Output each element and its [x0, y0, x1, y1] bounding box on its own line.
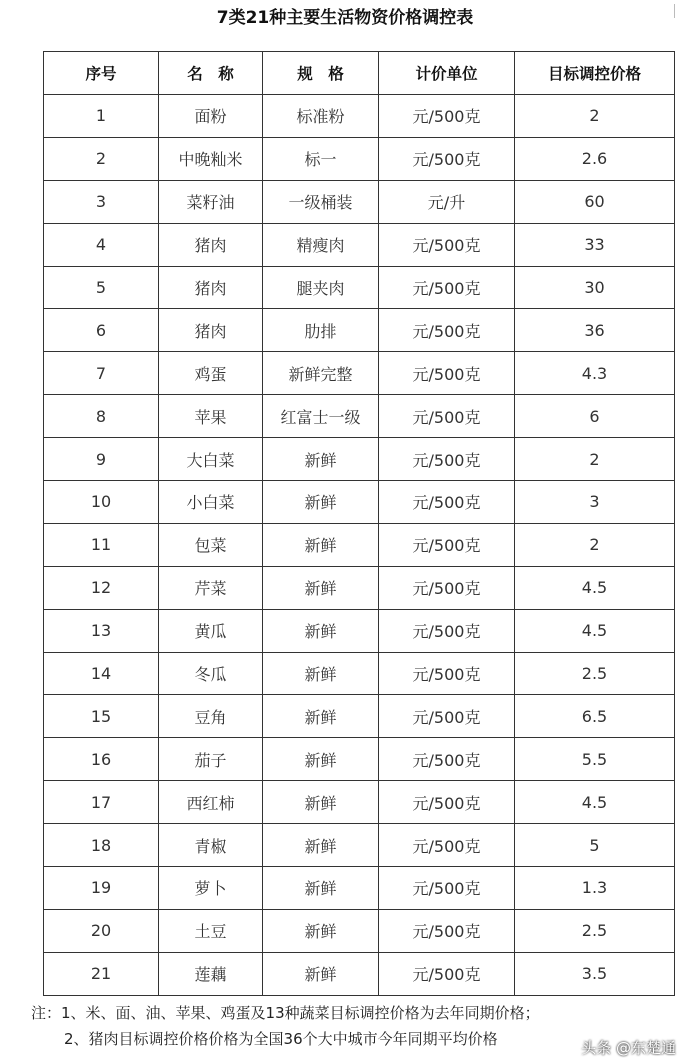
cell-spec: 新鲜 [263, 952, 379, 995]
cell-target-price: 6.5 [515, 695, 675, 738]
cell-name: 豆角 [159, 695, 263, 738]
watermark: 头条 @东楚通 [581, 1039, 676, 1057]
cell-unit: 元/500克 [379, 952, 515, 995]
cell-index: 19 [44, 867, 159, 910]
cell-spec: 新鲜 [263, 438, 379, 481]
table-row [44, 180, 675, 223]
cell-name: 青椒 [159, 824, 263, 867]
cell-spec: 标一 [263, 137, 379, 180]
cell-target-price: 3 [515, 481, 675, 524]
table-row [44, 395, 675, 438]
table-row [44, 438, 675, 481]
cell-unit: 元/500克 [379, 481, 515, 524]
table-body [44, 95, 675, 996]
cell-name: 包菜 [159, 523, 263, 566]
cell-target-price: 2 [515, 95, 675, 138]
table-row [44, 352, 675, 395]
cell-unit: 元/500克 [379, 395, 515, 438]
cell-unit: 元/500克 [379, 266, 515, 309]
cell-index: 18 [44, 824, 159, 867]
cell-unit: 元/500克 [379, 566, 515, 609]
cell-name: 小白菜 [159, 481, 263, 524]
cell-index: 12 [44, 566, 159, 609]
cell-index: 5 [44, 266, 159, 309]
cell-index: 7 [44, 352, 159, 395]
cell-spec: 新鲜 [263, 481, 379, 524]
cell-unit: 元/500克 [379, 824, 515, 867]
cell-target-price: 6 [515, 395, 675, 438]
cell-target-price: 2.5 [515, 909, 675, 952]
table-row [44, 95, 675, 138]
cell-name: 菜籽油 [159, 180, 263, 223]
table-header-row [44, 52, 675, 95]
cell-index: 15 [44, 695, 159, 738]
table-row [44, 652, 675, 695]
cell-index: 21 [44, 952, 159, 995]
cell-name: 冬瓜 [159, 652, 263, 695]
cell-unit: 元/500克 [379, 523, 515, 566]
cell-name: 萝卜 [159, 867, 263, 910]
cell-unit: 元/500克 [379, 909, 515, 952]
cell-spec: 标准粉 [263, 95, 379, 138]
cell-spec: 红富士一级 [263, 395, 379, 438]
table-row [44, 481, 675, 524]
cell-unit: 元/500克 [379, 309, 515, 352]
cell-spec: 新鲜 [263, 652, 379, 695]
cell-name: 大白菜 [159, 438, 263, 481]
cell-target-price: 4.5 [515, 609, 675, 652]
cell-unit: 元/500克 [379, 352, 515, 395]
cell-index: 1 [44, 95, 159, 138]
header-target-price: 目标调控价格 [515, 52, 675, 95]
cell-name: 芹菜 [159, 566, 263, 609]
cell-spec: 新鲜 [263, 909, 379, 952]
cell-unit: 元/500克 [379, 781, 515, 824]
cell-spec: 肋排 [263, 309, 379, 352]
cell-spec: 新鲜 [263, 867, 379, 910]
cell-name: 苹果 [159, 395, 263, 438]
cell-name: 茄子 [159, 738, 263, 781]
table-row [44, 566, 675, 609]
cell-spec: 腿夹肉 [263, 266, 379, 309]
table-row [44, 952, 675, 995]
header-spec: 规 格 [263, 52, 379, 95]
cell-target-price: 30 [515, 266, 675, 309]
cell-target-price: 36 [515, 309, 675, 352]
header-unit: 计价单位 [379, 52, 515, 95]
cell-index: 16 [44, 738, 159, 781]
cell-spec: 一级桶装 [263, 180, 379, 223]
cell-target-price: 5.5 [515, 738, 675, 781]
cell-spec: 新鲜 [263, 523, 379, 566]
cell-spec: 新鲜 [263, 738, 379, 781]
cell-target-price: 2.5 [515, 652, 675, 695]
cell-spec: 新鲜 [263, 566, 379, 609]
cell-unit: 元/500克 [379, 867, 515, 910]
note-line-1: 注：1、米、面、油、苹果、鸡蛋及13种蔬菜目标调控价格为去年同期价格； [31, 1004, 540, 1022]
cell-index: 17 [44, 781, 159, 824]
cell-index: 6 [44, 309, 159, 352]
cell-index: 13 [44, 609, 159, 652]
table-row [44, 266, 675, 309]
cell-index: 9 [44, 438, 159, 481]
cell-target-price: 5 [515, 824, 675, 867]
cell-spec: 新鲜 [263, 781, 379, 824]
cell-target-price: 4.5 [515, 781, 675, 824]
cell-index: 2 [44, 137, 159, 180]
cell-index: 3 [44, 180, 159, 223]
cell-name: 土豆 [159, 909, 263, 952]
cell-unit: 元/500克 [379, 609, 515, 652]
cell-unit: 元/升 [379, 180, 515, 223]
cell-spec: 新鲜 [263, 609, 379, 652]
cell-name: 鸡蛋 [159, 352, 263, 395]
cell-index: 4 [44, 223, 159, 266]
cell-name: 莲藕 [159, 952, 263, 995]
cell-target-price: 1.3 [515, 867, 675, 910]
note-line-2: 2、猪肉目标调控价格价格为全国36个大中城市今年同期平均价格 [64, 1030, 498, 1048]
table-row [44, 867, 675, 910]
cell-name: 猪肉 [159, 223, 263, 266]
cell-unit: 元/500克 [379, 695, 515, 738]
cell-unit: 元/500克 [379, 137, 515, 180]
cell-spec: 新鲜 [263, 824, 379, 867]
table-row [44, 137, 675, 180]
cell-target-price: 4.5 [515, 566, 675, 609]
cell-name: 西红柿 [159, 781, 263, 824]
cell-name: 猪肉 [159, 266, 263, 309]
cell-target-price: 3.5 [515, 952, 675, 995]
cell-target-price: 2 [515, 438, 675, 481]
table-row [44, 695, 675, 738]
cell-target-price: 60 [515, 180, 675, 223]
cell-spec: 新鲜完整 [263, 352, 379, 395]
cell-target-price: 4.3 [515, 352, 675, 395]
table-row [44, 824, 675, 867]
page-title: 7类21种主要生活物资价格调控表 [216, 8, 474, 28]
cell-unit: 元/500克 [379, 652, 515, 695]
table-row [44, 738, 675, 781]
price-table [43, 51, 675, 996]
table-row [44, 309, 675, 352]
table-row [44, 781, 675, 824]
table-row [44, 909, 675, 952]
cell-name: 猪肉 [159, 309, 263, 352]
cell-target-price: 2.6 [515, 137, 675, 180]
cell-target-price: 33 [515, 223, 675, 266]
cell-index: 20 [44, 909, 159, 952]
cell-unit: 元/500克 [379, 438, 515, 481]
cell-spec: 精瘦肉 [263, 223, 379, 266]
header-name: 名 称 [159, 52, 263, 95]
table-row [44, 523, 675, 566]
cell-unit: 元/500克 [379, 738, 515, 781]
cell-index: 14 [44, 652, 159, 695]
cell-spec: 新鲜 [263, 695, 379, 738]
cell-name: 面粉 [159, 95, 263, 138]
cell-unit: 元/500克 [379, 223, 515, 266]
header-index: 序号 [44, 52, 159, 95]
cell-unit: 元/500克 [379, 95, 515, 138]
table-row [44, 609, 675, 652]
corner-mark [674, 4, 683, 18]
table-row [44, 223, 675, 266]
cell-index: 8 [44, 395, 159, 438]
cell-target-price: 2 [515, 523, 675, 566]
cell-index: 11 [44, 523, 159, 566]
cell-name: 黄瓜 [159, 609, 263, 652]
cell-name: 中晚籼米 [159, 137, 263, 180]
cell-index: 10 [44, 481, 159, 524]
